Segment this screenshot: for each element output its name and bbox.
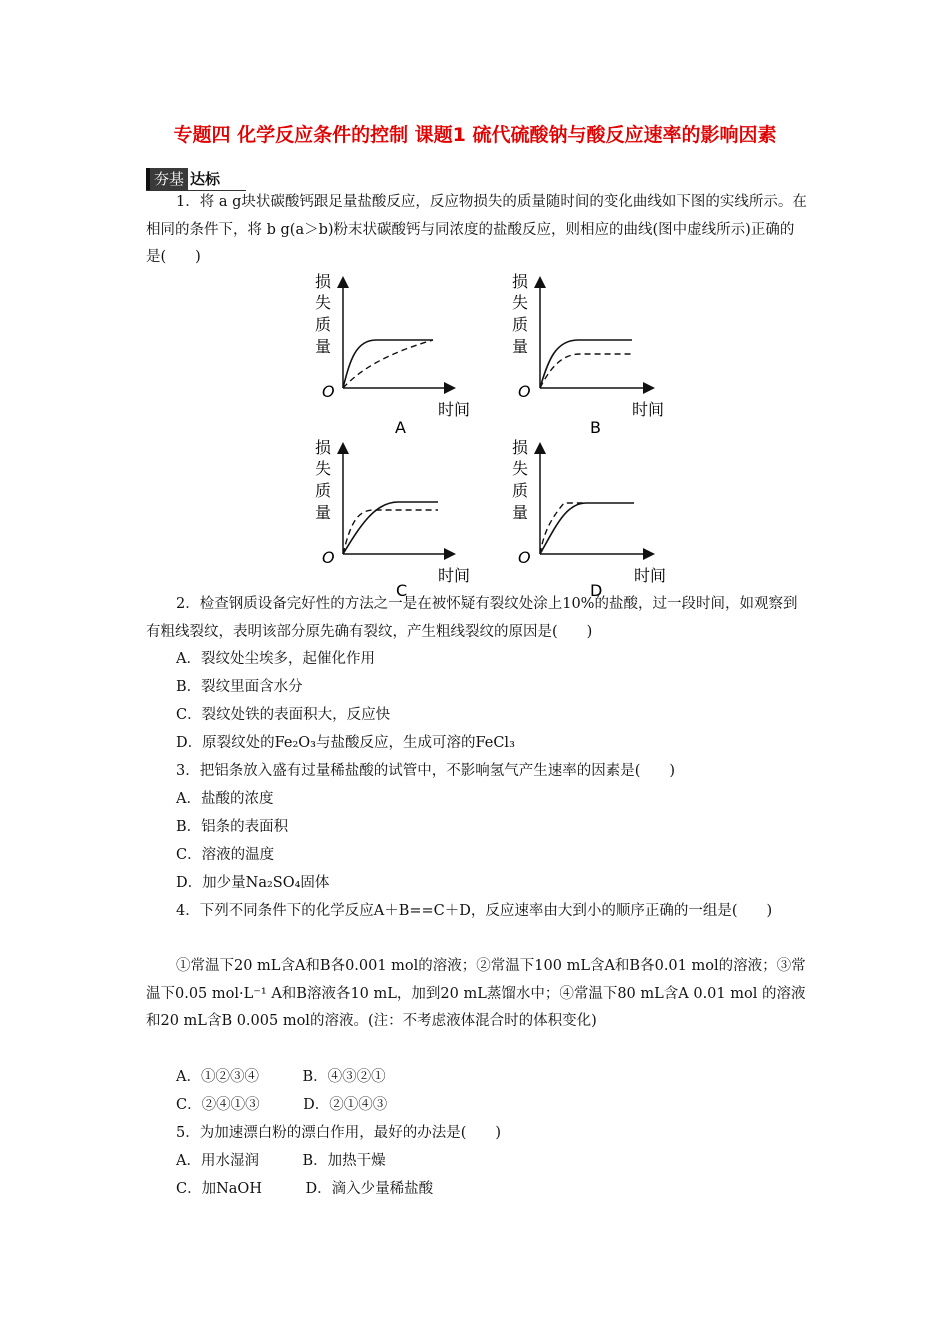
svg-text:质: 质 bbox=[315, 315, 332, 334]
dashed-curve bbox=[540, 354, 632, 388]
origin-label: O bbox=[322, 382, 335, 401]
badge-text: 达标 bbox=[190, 170, 221, 188]
svg-text:量: 量 bbox=[315, 503, 332, 522]
q2-option-a: A．裂纹处尘埃多，起催化作用 bbox=[176, 651, 375, 667]
svg-text:失: 失 bbox=[512, 459, 529, 478]
origin-label: O bbox=[518, 548, 531, 567]
graph-b bbox=[494, 270, 684, 440]
svg-text:质: 质 bbox=[512, 481, 529, 500]
origin-label: O bbox=[518, 382, 531, 401]
svg-text:损: 损 bbox=[512, 438, 529, 457]
q3-option-b: B．铝条的表面积 bbox=[176, 819, 289, 835]
svg-text:量: 量 bbox=[512, 503, 529, 522]
y-axis-label bbox=[512, 272, 528, 356]
y-axis-label bbox=[315, 438, 331, 522]
q4-options-cd: C．②④①③ D．②①④③ bbox=[176, 1097, 388, 1113]
q5-options-cd: C．加NaOH D．滴入少量稀盐酸 bbox=[176, 1181, 434, 1197]
q2-option-b: B．裂纹里面含水分 bbox=[176, 679, 303, 695]
svg-text:损: 损 bbox=[315, 438, 332, 457]
x-axis-label: 时间 bbox=[438, 400, 471, 419]
solid-curve bbox=[343, 340, 433, 388]
svg-text:损: 损 bbox=[512, 272, 529, 291]
graph-c bbox=[300, 436, 490, 601]
q2-option-c: C．裂纹处铁的表面积大，反应快 bbox=[176, 707, 391, 723]
dashed-curve bbox=[540, 503, 586, 554]
graph-label: A bbox=[395, 418, 406, 437]
graph-a bbox=[300, 270, 490, 440]
graph-label: C bbox=[396, 581, 408, 600]
y-axis-label bbox=[315, 272, 331, 356]
badge-box: 夯基 bbox=[146, 168, 188, 190]
svg-text:失: 失 bbox=[315, 293, 332, 312]
solid-curve bbox=[540, 340, 632, 388]
q5-options-ab: A．用水湿润 B．加热干燥 bbox=[176, 1153, 386, 1169]
question-2-text: 2．检查钢质设备完好性的方法之一是在被怀疑有裂纹处涂上10%的盐酸，过一段时间，如观察到有粗线裂纹，表明该部分原先确有裂纹，产生粗线裂纹的原因是( ) bbox=[146, 596, 798, 640]
page-title: 专题四 化学反应条件的控制 课题1 硫代硫酸钠与酸反应速率的影响因素 bbox=[173, 124, 777, 146]
x-axis-label: 时间 bbox=[438, 566, 471, 585]
graph-label: B bbox=[590, 418, 601, 437]
graph-label: D bbox=[590, 581, 603, 600]
svg-text:失: 失 bbox=[512, 293, 529, 312]
question-4-text: 4．下列不同条件下的化学反应A＋B==C＋D，反应速率由大到小的顺序正确的一组是( ) bbox=[176, 903, 773, 919]
q3-option-c: C．溶液的温度 bbox=[176, 847, 275, 863]
q2-option-d: D．原裂纹处的Fe₂O₃与盐酸反应，生成可溶的FeCl₃ bbox=[176, 735, 515, 751]
svg-text:量: 量 bbox=[315, 337, 332, 356]
svg-text:量: 量 bbox=[512, 337, 529, 356]
question-4-body: ①常温下20 mL含A和B各0.001 mol的溶液；②常温下100 mL含A和B各0.01 mol的溶液；③常温下0.05 mol·L⁻¹ A和B溶液各10 mL，加到20 mL蒸馏水中；④常温下80 mL含A 0.01 mol 的溶液和20 mL含B 0.005 mol的溶液。(注：不考虑液体混合时的体积变化) bbox=[146, 958, 806, 1029]
x-axis-label: 时间 bbox=[632, 400, 665, 419]
section-badge bbox=[146, 168, 220, 190]
question-5-text: 5．为加速漂白粉的漂白作用，最好的办法是( ) bbox=[176, 1125, 502, 1141]
x-axis-label: 时间 bbox=[634, 566, 667, 585]
question-3-text: 3．把铝条放入盛有过量稀盐酸的试管中，不影响氢气产生速率的因素是( ) bbox=[176, 763, 676, 779]
q3-option-a: A．盐酸的浓度 bbox=[176, 791, 274, 807]
q3-option-d: D．加少量Na₂SO₄固体 bbox=[176, 875, 330, 891]
svg-text:损: 损 bbox=[315, 272, 332, 291]
y-axis-label bbox=[512, 438, 528, 522]
q4-options-ab: A．①②③④ B．④③②① bbox=[176, 1069, 386, 1085]
dashed-curve bbox=[343, 340, 433, 388]
svg-text:质: 质 bbox=[315, 481, 332, 500]
svg-text:失: 失 bbox=[315, 459, 332, 478]
solid-curve bbox=[540, 503, 634, 554]
svg-text:质: 质 bbox=[512, 315, 529, 334]
graph-d bbox=[494, 436, 684, 601]
question-1-text: 1．将 a g块状碳酸钙跟足量盐酸反应，反应物损失的质量随时间的变化曲线如下图的实线所示。在相同的条件下，将 b g(a＞b)粉末状碳酸钙与同浓度的盐酸反应，则相应的曲线(图中虚线所示)正确的是( ) bbox=[146, 194, 807, 265]
origin-label: O bbox=[322, 548, 335, 567]
